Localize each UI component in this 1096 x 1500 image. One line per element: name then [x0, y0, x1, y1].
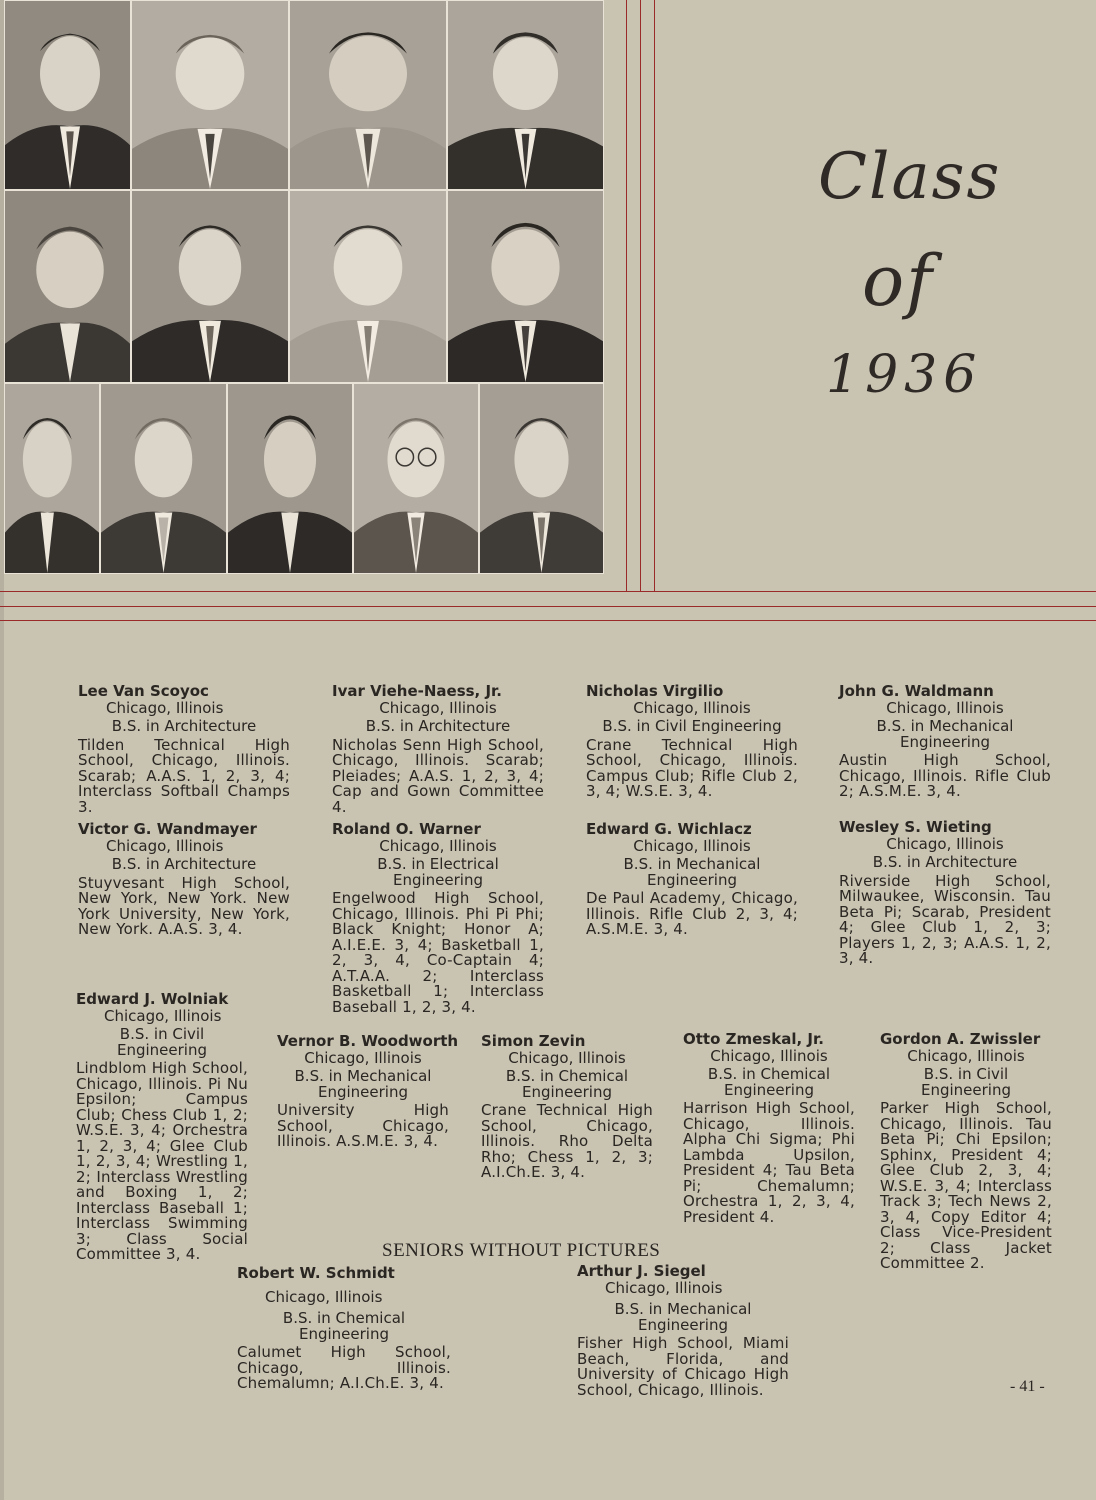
senior-details: De Paul Academy, Chicago, Illinois. Rifle Club 2, 3, 4; A.S.M.E. 3, 4. — [586, 889, 798, 938]
portrait-photo — [479, 383, 604, 574]
portrait-photo — [447, 0, 604, 190]
senior-name: Wesley S. Wieting — [839, 818, 992, 836]
portrait-photo — [227, 383, 353, 574]
vertical-rule — [654, 0, 655, 592]
senior-details: Lindblom High School, Chicago, Illinois. Pi Nu Epsilon; Campus Club; Chess Club 1, 2; W.S.E. 3, 4; Orchestra 1, 2, 3, 4; Glee Club 1, 2, 3, 4; Wrestling 1, 2; Interclass Wrestling and Boxing 1, 2; Interclass Baseball 1; Interclass Swimming 3; Class Social Committee 3, 4. — [76, 1059, 248, 1263]
horizontal-rule — [0, 606, 1096, 607]
portrait-photo — [289, 0, 447, 190]
senior-details: Nicholas Senn High School, Chicago, Illinois. Scarab; Pleiades; A.A.S. 1, 2, 3, 4; Cap and Gown Committee 4. — [332, 735, 544, 816]
portrait-photo — [289, 190, 447, 383]
senior-details: Stuyvesant High School, New York, New York. New York University, New York, New York. A.A.S. 3, 4. — [78, 873, 290, 938]
senior-details: University High School, Chicago, Illinois. A.S.M.E. 3, 4. — [277, 1101, 449, 1150]
senior-name: Gordon A. Zwissler — [880, 1030, 1041, 1048]
senior-degree: B.S. in Civil Engineering — [602, 717, 782, 735]
horizontal-rule — [0, 620, 1096, 621]
senior-name: Simon Zevin — [481, 1032, 586, 1050]
senior-entry — [586, 684, 798, 800]
senior-entry — [839, 820, 1051, 967]
section-heading: SENIORS WITHOUT PICTURES — [382, 1240, 661, 1261]
senior-entry — [332, 822, 544, 1015]
senior-city: Chicago, Illinois — [508, 1048, 626, 1067]
senior-name: John G. Waldmann — [839, 682, 994, 700]
senior-name: Robert W. Schmidt — [237, 1264, 395, 1282]
senior-name: Lee Van Scoyoc — [78, 682, 209, 700]
senior-city: Chicago, Illinois — [886, 698, 1004, 717]
senior-city: Chicago, Illinois — [106, 698, 224, 717]
senior-city: Chicago, Illinois — [605, 1278, 723, 1297]
senior-degree: B.S. in Architecture — [872, 853, 1018, 871]
senior-name: Edward G. Wichlacz — [586, 820, 752, 838]
senior-details: Riverside High School, Milwaukee, Wisconsin. Tau Beta Pi; Scarab, President 4; Glee Club 1, 2, 3; Players 1, 2, 3; A.A.S. 1, 2, 3, 4. — [839, 871, 1051, 967]
senior-entry — [78, 684, 290, 815]
senior-degree: B.S. in Chemical Engineering — [282, 1309, 406, 1343]
senior-degree: B.S. in Mechanical Engineering — [614, 1300, 752, 1334]
portrait-photo — [447, 190, 604, 383]
senior-name: Otto Zmeskal, Jr. — [683, 1030, 824, 1048]
senior-name: Victor G. Wandmayer — [78, 820, 257, 838]
senior-degree: B.S. in Chemical Engineering — [505, 1067, 629, 1101]
senior-entry — [586, 822, 798, 938]
senior-degree: B.S. in Mechanical Engineering — [876, 717, 1014, 751]
senior-city: Chicago, Illinois — [304, 1048, 422, 1067]
senior-city: Chicago, Illinois — [710, 1046, 828, 1065]
senior-degree: B.S. in Architecture — [111, 717, 257, 735]
senior-details: Fisher High School, Miami Beach, Florida, and University of Chicago High School, Chicago, Illinois. — [577, 1334, 789, 1399]
senior-entry — [277, 1032, 459, 1150]
senior-name: Vernor B. Woodworth — [277, 1032, 459, 1050]
senior-city: Chicago, Illinois — [379, 836, 497, 855]
portrait-photo — [100, 383, 227, 574]
senior-name: Roland O. Warner — [332, 820, 481, 838]
senior-city: Chicago, Illinois — [907, 1046, 1025, 1065]
senior-name: Edward J. Wolniak — [76, 990, 229, 1008]
portrait-grid — [0, 0, 604, 574]
senior-degree: B.S. in Architecture — [111, 855, 257, 873]
senior-details: Engelwood High School, Chicago, Illinois. Phi Pi Phi; Black Knight; Honor A; A.I.E.E. 3, 4; Basketball 1, 2, 3, 4, Co-Captain 4; A.T.A.A. 2; Interclass Basketball 1; Interclass Baseball 1, 2, 3, 4. — [332, 889, 544, 1016]
senior-city: Chicago, Illinois — [379, 698, 497, 717]
title-of: of — [862, 240, 935, 322]
senior-city: Chicago, Illinois — [633, 698, 751, 717]
vertical-rule — [640, 0, 641, 592]
senior-details: Harrison High School, Chicago, Illinois. Alpha Chi Sigma; Phi Lambda Upsilon, President 4; Tau Beta Pi; Chemalumn; Orchestra 1, 2, 3, 4, President 4. — [683, 1099, 855, 1226]
senior-entry — [237, 1266, 451, 1392]
senior-details: Calumet High School, Chicago, Illinois. Chemalumn; A.I.Ch.E. 3, 4. — [237, 1343, 451, 1392]
page-number: - 41 - — [1010, 1378, 1045, 1395]
senior-city: Chicago, Illinois — [886, 834, 1004, 853]
senior-city: Chicago, Illinois — [106, 836, 224, 855]
senior-entry — [839, 684, 1051, 800]
portrait-photo — [131, 190, 289, 383]
portrait-photo — [4, 0, 131, 190]
senior-entry — [683, 1032, 855, 1225]
senior-entry — [76, 992, 248, 1263]
senior-details: Tilden Technical High School, Chicago, Illinois. Scarab; A.A.S. 1, 2, 3, 4; Interclass Softball Champs 3. — [78, 735, 290, 816]
senior-name: Arthur J. Siegel — [577, 1262, 706, 1280]
senior-entry — [577, 1264, 789, 1398]
senior-details: Crane Technical High School, Chicago, Illinois. Rho Delta Rho; Chess 1, 2, 3; A.I.Ch.E. 3, 4. — [481, 1101, 653, 1181]
portrait-photo — [131, 0, 289, 190]
senior-degree: B.S. in Civil Engineering — [117, 1025, 207, 1059]
senior-entry — [78, 822, 290, 938]
title-class: Class — [818, 140, 1002, 214]
senior-city: Chicago, Illinois — [633, 836, 751, 855]
portrait-photo — [4, 383, 100, 574]
senior-degree: B.S. in Architecture — [365, 717, 511, 735]
senior-name: Nicholas Virgilio — [586, 682, 724, 700]
senior-entry — [481, 1034, 653, 1181]
senior-details: Crane Technical High School, Chicago, Illinois. Campus Club; Rifle Club 2, 3, 4; W.S.E. 3, 4. — [586, 735, 798, 800]
portrait-photo — [353, 383, 479, 574]
vertical-rule — [626, 0, 627, 592]
senior-details: Austin High School, Chicago, Illinois. Rifle Club 2; A.S.M.E. 3, 4. — [839, 751, 1051, 800]
senior-details: Parker High School, Chicago, Illinois. Tau Beta Pi; Chi Epsilon; Sphinx, President 4; Glee Club 2, 3, 4; W.S.E. 3, 4; Interclass Track 3; Tech News 2, 3, 4, Copy Editor 4; Class Vice-President 2; Class Jacket Committee 2. — [880, 1099, 1052, 1272]
senior-degree: B.S. in Electrical Engineering — [377, 855, 499, 889]
senior-city: Chicago, Illinois — [104, 1006, 222, 1025]
senior-degree: B.S. in Mechanical Engineering — [623, 855, 761, 889]
senior-city: Chicago, Illinois — [265, 1287, 383, 1306]
senior-entry — [880, 1032, 1052, 1272]
title-year: 1936 — [826, 345, 983, 405]
senior-degree: B.S. in Mechanical Engineering — [294, 1067, 432, 1101]
portrait-photo — [4, 190, 131, 383]
senior-name: Ivar Viehe-Naess, Jr. — [332, 682, 503, 700]
senior-degree: B.S. in Chemical Engineering — [707, 1065, 831, 1099]
horizontal-rule — [0, 591, 1096, 592]
senior-entry — [332, 684, 544, 815]
senior-degree: B.S. in Civil Engineering — [921, 1065, 1011, 1099]
